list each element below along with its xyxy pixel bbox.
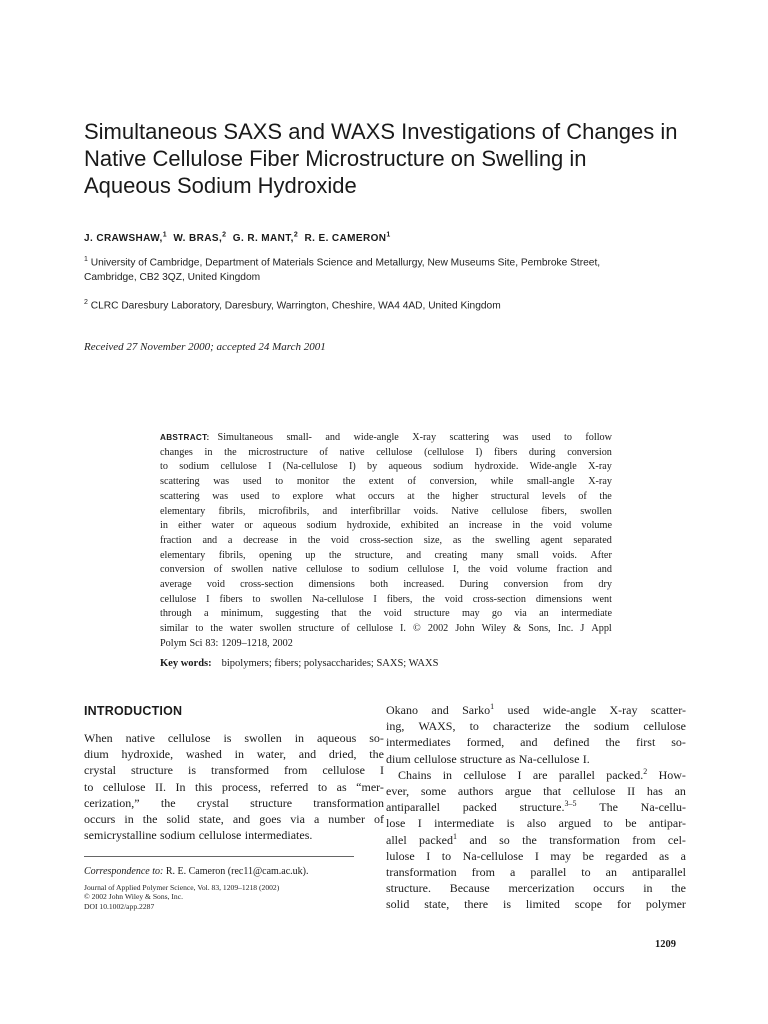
text-line: dium cellulose structure as Na-cellulose I. — [386, 751, 590, 766]
page-number: 1209 — [655, 939, 676, 950]
text-line: elementary fibrils, microfibrils, and interfibrillar voids. Native cellulose fibers, swollen — [160, 505, 612, 517]
author: J. CRAWSHAW,$^1$ — [84, 232, 167, 245]
correspondence-footnote: Correspondence to: R. E. Cameron (rec11@cam.ac.uk). — [84, 866, 309, 877]
text-line: lulose I to Na-cellulose I may be regarded as a — [386, 848, 686, 863]
section-heading-introduction: INTRODUCTION — [84, 704, 183, 718]
text-line: elementary fibrils, opening up the structure, and creating many small voids. After — [160, 549, 612, 561]
text-line: antiparallel packed structure.$^{3-5}$ The Na-cellu- — [386, 799, 686, 815]
keywords-text: bipolymers; fibers; polysaccharides; SAXS; WAXS — [221, 658, 439, 669]
author: G. R. MANT,$^2$ — [232, 232, 299, 245]
received-dates: Received 27 November 2000; accepted 24 March 2001 — [84, 341, 326, 353]
text-line: average void cross-section dimensions both increased. During conversion from dry — [160, 579, 612, 591]
text-line: conversion of swollen native cellulose to sodium cellulose I, the void volume fraction and — [160, 564, 612, 576]
text-line: similar to the water swollen structure of cellulose I. © 2002 John Wiley & Sons, Inc. J Appl — [160, 623, 612, 635]
text-line: Okano and Sarko$^1$ used wide-angle X-ray scatter- — [386, 702, 686, 717]
affiliation-1: $^1$ University of Cambridge, Department of Materials Science and Metallurgy, New Museums Site, Pembroke Street, Cambridge, CB2 3QZ, United Kingdom — [84, 256, 601, 284]
abstract-label: ABSTRACT: — [160, 433, 210, 442]
paper-title — [84, 118, 704, 199]
text-line: through a minimum, suggesting that the void structure may go via an intermediate — [160, 608, 612, 620]
text-line: Chains in cellulose I are parallel packed.$^2$ How- — [398, 766, 686, 782]
title-line: Native Cellulose Fiber Microstructure on Swelling in — [84, 146, 587, 171]
title-line: Simultaneous SAXS and WAXS Investigations of Changes in — [84, 119, 678, 144]
text-line: occurs in the solid state, and goes via a number of — [84, 812, 384, 827]
text-line: cellulose I fibers to swollen Na-cellulose I fibers, the void cross-section dimensions went — [160, 593, 612, 605]
text-line: ing, WAXS, to characterize the sodium cellulose — [386, 719, 686, 734]
text-line: allel packed$^1$ and so the transformation from cel- — [386, 831, 686, 847]
text-line: lose I intermediate is also argued to be antipar- — [386, 816, 686, 831]
text-line: scattering was used to monitor the extent of conversion, while small-angle X-ray — [160, 476, 612, 488]
text-line: structure. Because mercerization occurs in the — [386, 881, 686, 896]
author: R. E. CAMERON$^1$ — [304, 232, 391, 245]
text-line: semicrystalline sodium cellulose intermediates. — [84, 828, 313, 843]
text-line: ABSTRACT: Simultaneous small- and wide-angle X-ray scattering was used to follow — [160, 432, 612, 443]
abstract — [160, 431, 612, 652]
text-line: intermediates formed, and defined the first so- — [386, 735, 686, 750]
text-line: cerization,” the crystal structure transformation — [84, 795, 384, 810]
text-line: to cellulose II. In this process, referred to as “mer- — [84, 779, 384, 794]
author: W. BRAS,$^2$ — [173, 232, 227, 245]
keywords-label: Key words: — [160, 658, 212, 669]
text-line: fraction and a decrease in the void cross-section size, as the swelling agent separated — [160, 534, 612, 546]
footnote-divider — [84, 856, 354, 857]
author-list — [84, 232, 391, 244]
text-line: solid state, there is limited scope for polymer — [386, 897, 686, 912]
journal-info: Journal of Applied Polymer Science, Vol. 83, 1209–1218 (2002) © 2002 John Wiley & Sons, Inc. DOI 10.1002/app.2287 — [84, 883, 280, 911]
text-line: dium hydroxide, washed in water, and dried, the — [84, 747, 384, 762]
keywords — [160, 658, 438, 669]
text-line: Polym Sci 83: 1209–1218, 2002 — [160, 637, 293, 649]
text-line: transformation from a parallel to an antiparallel — [386, 865, 686, 880]
body-column-left — [84, 730, 384, 843]
title-line: Aqueous Sodium Hydroxide — [84, 173, 357, 198]
text-line: crystal structure is transformed from cellulose I — [84, 763, 384, 778]
text-line: scattering was used to explore what occurs at the higher structural levels of the — [160, 490, 612, 502]
body-column-right — [386, 702, 686, 913]
text-line: When native cellulose is swollen in aqueous so- — [84, 731, 384, 745]
text-line: to sodium cellulose I (Na-cellulose I) by aqueous sodium hydroxide. Wide-angle X-ray — [160, 461, 612, 473]
text-line: in either water or aqueous sodium hydroxide, exhibited an increase in the void volume — [160, 520, 612, 532]
text-line: ever, some authors argue that cellulose II has an — [386, 784, 686, 799]
affiliation-2: $^2$ CLRC Daresbury Laboratory, Daresbury, Warrington, Cheshire, WA4 4AD, United Kingdom — [84, 299, 501, 312]
text-line: changes in the microstructure of native cellulose (cellulose I) fibers during conversion — [160, 446, 612, 458]
